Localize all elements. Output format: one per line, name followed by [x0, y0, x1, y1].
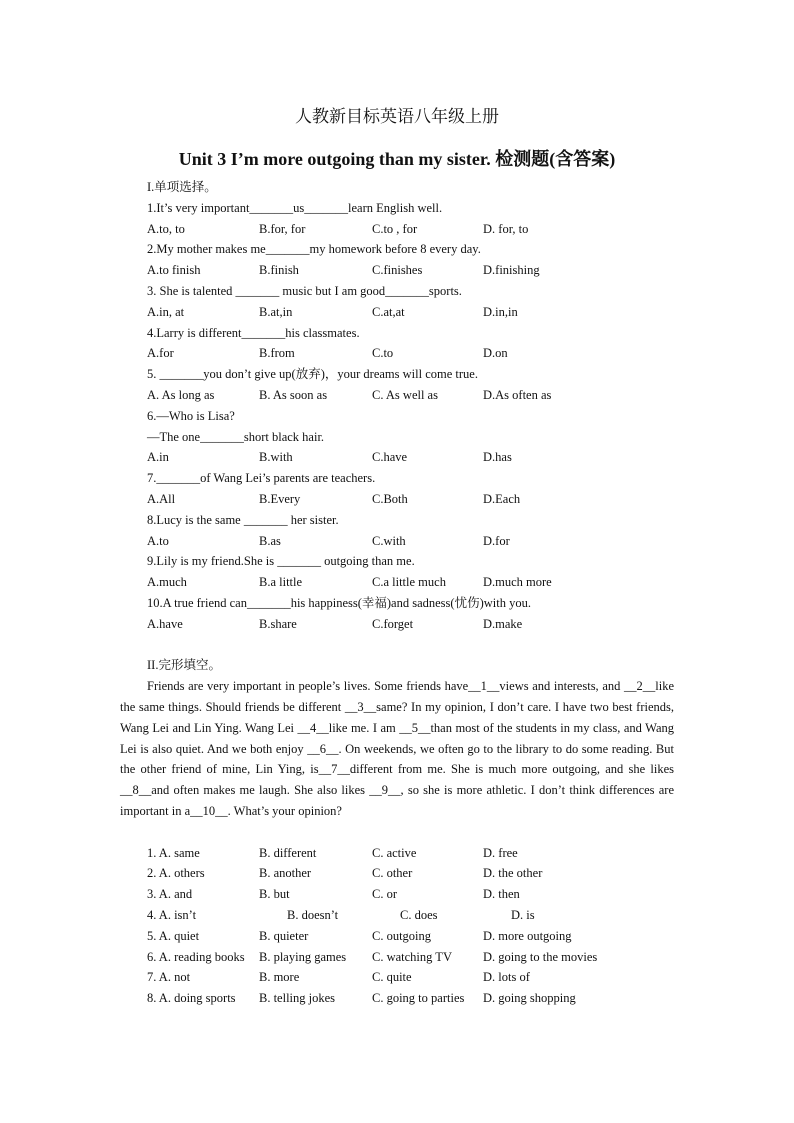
question-stem: 8.Lucy is the same _______ her sister. — [147, 512, 339, 527]
option-b: B.finish — [259, 263, 299, 278]
option-a: A.to finish — [147, 263, 201, 278]
option-b: B.Every — [259, 492, 301, 506]
option-b: B. telling jokes — [259, 991, 336, 1006]
option-c: C. going to parties — [372, 991, 465, 1006]
option-c: C. other — [372, 866, 413, 881]
option-d: D. more outgoing — [483, 928, 572, 943]
option-c: C. outgoing — [372, 928, 432, 943]
option-c: C. does — [400, 908, 438, 922]
option-d: D.make — [483, 616, 523, 631]
option-c: C.a little much — [372, 575, 446, 590]
option-a: A.for — [147, 346, 174, 361]
question-stem: 9.Lily is my friend.She is _______ outgoing than me. — [147, 554, 415, 569]
option-b: B.for, for — [259, 221, 306, 236]
option-c: C.to , for — [372, 221, 418, 236]
option-b: B. quieter — [259, 928, 309, 943]
option-d: D.Each — [483, 492, 521, 506]
option-d: D. the other — [483, 866, 543, 881]
question-stem: 7._______of Wang Lei’s parents are teachers. — [147, 471, 376, 486]
option-d: D. is — [511, 908, 535, 922]
option-a: 5. A. quiet — [147, 928, 200, 943]
section-heading: II.完形填空。 — [147, 658, 221, 673]
option-d: D.in,in — [483, 304, 518, 319]
option-c: C. or — [372, 887, 397, 902]
option-b: B. but — [259, 887, 290, 902]
option-a: A. As long as — [147, 388, 215, 402]
option-a: A.to, to — [147, 221, 185, 236]
option-c: C.to — [372, 346, 394, 361]
option-b: B.as — [259, 533, 281, 548]
option-a: 8. A. doing sports — [147, 991, 236, 1006]
option-b: B. doesn’t — [287, 908, 339, 922]
option-a: A.to — [147, 533, 169, 548]
option-b: B. more — [259, 970, 300, 985]
question-stem: 6.—Who is Lisa? — [147, 408, 235, 423]
option-b: B.from — [259, 346, 295, 361]
question-stem: 10.A true friend can_______his happiness(幸福)and sadness(忧伤)with you. — [147, 596, 531, 610]
option-b: B.a little — [259, 575, 303, 590]
option-a: 2. A. others — [147, 866, 205, 881]
question-stem: 5. _______you don’t give up(放弃)，your dreams will come true. — [147, 367, 478, 382]
option-a: 4. A. isn’t — [147, 908, 197, 922]
option-c: C. watching TV — [372, 949, 452, 964]
option-b: B. different — [259, 845, 317, 860]
option-a: A.in — [147, 450, 169, 465]
option-c: C. quite — [372, 970, 412, 985]
option-d: D.much more — [483, 575, 552, 590]
option-c: C.at,at — [372, 304, 405, 319]
option-b: B.at,in — [259, 304, 293, 319]
option-d: D. going to the movies — [483, 949, 598, 964]
option-c: C.have — [372, 450, 408, 465]
option-c: C. As well as — [372, 388, 438, 402]
option-d: D. going shopping — [483, 991, 576, 1006]
option-c: C.with — [372, 533, 406, 548]
question-stem: 4.Larry is different_______his classmates. — [147, 325, 360, 340]
option-c: C.forget — [372, 616, 414, 631]
document-title: 人教新目标英语八年级上册 — [295, 107, 499, 126]
option-d: D.for — [483, 533, 510, 548]
cloze-passage: Friends are very important in people’s lives. Some friends have__1__views and interests, and __2__like the same things. Should friends be different __3__same? In my opinion, I don’t care. I have two best friends, Wang Lei and Lin Ying. Wang Lei __4__like me. I am __5__than most of the students in my class, and Wang Lei is also quiet. And we both enjoy __6__. On weekends, we often go to the library to do some reading. But the other friend of mine, Lin Ying, is__7__different from me. She is much more outgoing, and she likes __8__and often makes me laugh. She also likes __9__, so she is more athletic. I don’t think differences are important in a__10__. What’s your opinion? — [120, 679, 674, 818]
option-b: B.with — [259, 450, 293, 465]
option-a: 1. A. same — [147, 845, 200, 860]
question-stem: 3. She is talented _______ music but I am good_______sports. — [147, 284, 462, 298]
option-b: B. playing games — [259, 949, 347, 964]
option-b: B.share — [259, 616, 297, 631]
option-a: 7. A. not — [147, 970, 191, 985]
question-stem: 1.It’s very important_______us_______learn English well. — [147, 200, 443, 215]
document-subtitle: Unit 3 I’m more outgoing than my sister. 检测题(含答案) — [178, 149, 616, 169]
question-stem: —The one_______short black hair. — [147, 429, 325, 444]
option-d: D. for, to — [483, 221, 529, 236]
option-d: D. free — [483, 845, 518, 860]
option-b: B. another — [259, 866, 312, 881]
option-d: D.finishing — [483, 263, 540, 278]
option-a: A.have — [147, 616, 183, 631]
option-d: D.has — [483, 450, 512, 465]
option-a: 3. A. and — [147, 887, 193, 902]
option-d: D. then — [483, 887, 520, 902]
section-heading: I.单项选择。 — [147, 180, 217, 194]
option-d: D.on — [483, 346, 508, 361]
option-c: C.Both — [372, 492, 408, 506]
option-d: D. lots of — [483, 970, 530, 985]
option-a: 6. A. reading books — [147, 949, 245, 964]
option-a: A.All — [147, 492, 176, 506]
option-b: B. As soon as — [259, 388, 328, 402]
option-c: C. active — [372, 845, 417, 860]
option-d: D.As often as — [483, 388, 552, 402]
option-a: A.much — [147, 575, 187, 590]
question-stem: 2.My mother makes me_______my homework before 8 every day. — [147, 242, 481, 257]
option-a: A.in, at — [147, 304, 185, 319]
option-c: C.finishes — [372, 263, 423, 278]
